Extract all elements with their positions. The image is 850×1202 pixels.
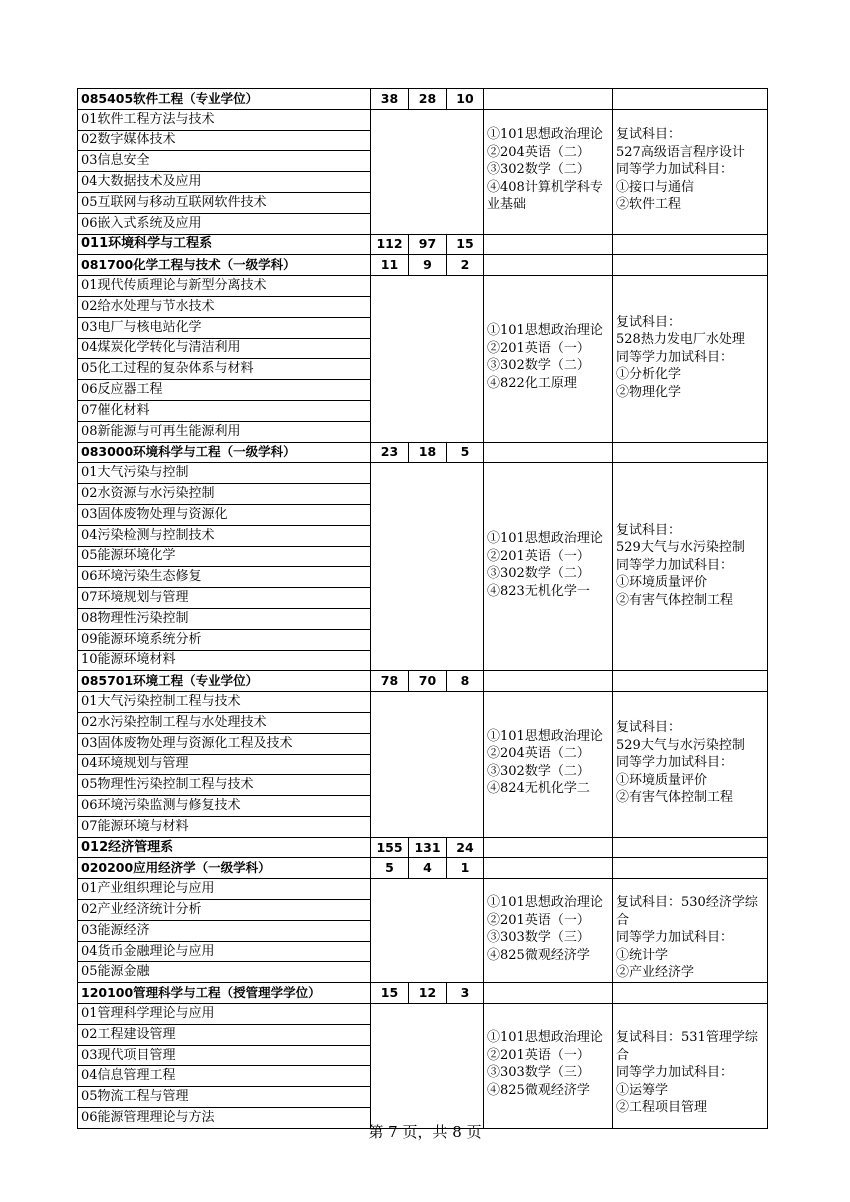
major-row — [78, 983, 768, 1004]
retest-empty — [613, 255, 768, 276]
research-direction: 04信息管理工程 — [78, 1066, 371, 1087]
research-direction: 08物理性污染控制 — [78, 608, 371, 629]
research-direction: 06环境污染生态修复 — [78, 567, 371, 588]
count-a: 97 — [409, 234, 447, 255]
total-count: 15 — [371, 983, 409, 1004]
research-direction: 01大气污染控制工程与技术 — [78, 692, 371, 713]
count-b: 5 — [447, 442, 484, 463]
direction-row — [78, 1004, 768, 1025]
retest-subject: 复试科目： — [616, 127, 682, 143]
retest-subject: 同等学力加试科目： — [616, 162, 734, 178]
exam-empty — [484, 89, 613, 110]
research-direction: 02数字媒体技术 — [78, 130, 371, 151]
exam-subject: ②204英语（二） — [487, 746, 590, 762]
department-row — [78, 837, 768, 858]
count-blank — [371, 276, 484, 442]
research-direction: 04煤炭化学转化与清洁利用 — [78, 338, 371, 359]
total-count: 11 — [371, 255, 409, 276]
direction-row — [78, 109, 768, 130]
exam-subject: ③302数学（二） — [487, 566, 590, 582]
retest-subject: 复试科目：530经济学综合 — [616, 895, 758, 928]
unit-name: 083000环境科学与工程（一级学科） — [78, 442, 371, 463]
exam-empty — [484, 255, 613, 276]
major-row — [78, 442, 768, 463]
total-count: 155 — [371, 837, 409, 858]
exam-subject: ①101思想政治理论 — [487, 1030, 603, 1046]
exam-subject: ②201英语（一） — [487, 912, 590, 928]
retest-subject: ①分析化学 — [616, 367, 682, 383]
retest-subject: ①环境质量评价 — [616, 575, 708, 591]
research-direction: 02水资源与水污染控制 — [78, 484, 371, 505]
count-b: 8 — [447, 671, 484, 692]
retest-empty — [613, 442, 768, 463]
research-direction: 06嵌入式系统及应用 — [78, 213, 371, 234]
count-a: 18 — [409, 442, 447, 463]
retest-subject: ②产业经济学 — [616, 965, 695, 981]
exam-subject: ①101思想政治理论 — [487, 728, 603, 744]
exam-empty — [484, 858, 613, 879]
page-footer: 第 7 页，共 8 页 — [368, 1123, 482, 1141]
department-row — [78, 234, 768, 255]
exam-subject: 业基础 — [487, 197, 527, 213]
retest-subject: 同等学力加试科目： — [616, 349, 734, 365]
count-a: 4 — [409, 858, 447, 879]
retest-subjects — [613, 463, 768, 671]
research-direction: 05互联网与移动互联网软件技术 — [78, 192, 371, 213]
research-direction: 10能源环境材料 — [78, 650, 371, 671]
retest-subject: ②有害气体控制工程 — [616, 592, 734, 608]
retest-subject: 529大气与水污染控制 — [616, 737, 745, 753]
retest-subject: 529大气与水污染控制 — [616, 540, 745, 556]
unit-name: 012经济管理系 — [78, 837, 371, 858]
retest-subject: ①环境质量评价 — [616, 772, 708, 788]
exam-subjects — [484, 276, 613, 442]
exam-subject: ④825微观经济学 — [487, 947, 590, 963]
research-direction: 04环境规划与管理 — [78, 754, 371, 775]
retest-subject: 同等学力加试科目： — [616, 755, 734, 771]
retest-subjects — [613, 109, 768, 234]
research-direction: 05能源金融 — [78, 962, 371, 983]
retest-subjects — [613, 1004, 768, 1129]
exam-subject: ①101思想政治理论 — [487, 895, 603, 911]
exam-subject: ①101思想政治理论 — [487, 323, 603, 339]
research-direction: 07催化材料 — [78, 400, 371, 421]
retest-subject: ②软件工程 — [616, 197, 682, 213]
count-b: 3 — [447, 983, 484, 1004]
research-direction: 06能源管理理论与方法 — [78, 1108, 371, 1129]
count-a: 12 — [409, 983, 447, 1004]
retest-subject: ①接口与通信 — [616, 179, 695, 195]
total-count: 112 — [371, 234, 409, 255]
exam-subjects — [484, 1004, 613, 1129]
count-a: 28 — [409, 89, 447, 110]
major-row — [78, 671, 768, 692]
research-direction: 05物理性污染控制工程与技术 — [78, 775, 371, 796]
research-direction: 06环境污染监测与修复技术 — [78, 796, 371, 817]
unit-name: 081700化学工程与技术（一级学科） — [78, 255, 371, 276]
exam-subject: ②201英语（一） — [487, 548, 590, 564]
exam-subject: ④408计算机学科专 — [487, 179, 603, 195]
retest-empty — [613, 983, 768, 1004]
research-direction: 03信息安全 — [78, 151, 371, 172]
retest-subject: 同等学力加试科目： — [616, 930, 734, 946]
exam-subject: ①101思想政治理论 — [487, 531, 603, 547]
exam-empty — [484, 983, 613, 1004]
retest-subject: 复试科目： — [616, 314, 682, 330]
research-direction: 09能源环境系统分析 — [78, 629, 371, 650]
research-direction: 01软件工程方法与技术 — [78, 109, 371, 130]
count-a: 9 — [409, 255, 447, 276]
retest-subject: 同等学力加试科目： — [616, 1065, 734, 1081]
admissions-table — [77, 88, 768, 1129]
unit-name: 011环境科学与工程系 — [78, 234, 371, 255]
major-row — [78, 858, 768, 879]
research-direction: 04污染检测与控制技术 — [78, 525, 371, 546]
exam-subject: ③302数学（二） — [487, 358, 590, 374]
research-direction: 05物流工程与管理 — [78, 1087, 371, 1108]
research-direction: 02水污染控制工程与水处理技术 — [78, 712, 371, 733]
count-b: 2 — [447, 255, 484, 276]
exam-subject: ④823无机化学一 — [487, 583, 590, 599]
research-direction: 03固体废物处理与资源化工程及技术 — [78, 733, 371, 754]
count-blank — [371, 692, 484, 838]
retest-empty — [613, 234, 768, 255]
count-blank — [371, 1004, 484, 1129]
exam-empty — [484, 671, 613, 692]
count-b: 24 — [447, 837, 484, 858]
research-direction: 07环境规划与管理 — [78, 588, 371, 609]
count-a: 131 — [409, 837, 447, 858]
research-direction: 03现代项目管理 — [78, 1045, 371, 1066]
exam-subject: ④824无机化学二 — [487, 781, 590, 797]
exam-subject: ②201英语（一） — [487, 1047, 590, 1063]
retest-empty — [613, 858, 768, 879]
exam-empty — [484, 234, 613, 255]
exam-subject: ③303数学（三） — [487, 930, 590, 946]
exam-subjects — [484, 463, 613, 671]
retest-empty — [613, 671, 768, 692]
count-blank — [371, 109, 484, 234]
retest-subject: 同等学力加试科目： — [616, 557, 734, 573]
unit-name: 020200应用经济学（一级学科） — [78, 858, 371, 879]
retest-subject: 528热力发电厂水处理 — [616, 332, 745, 348]
exam-subject: ④825微观经济学 — [487, 1082, 590, 1098]
exam-subject: ④822化工原理 — [487, 375, 577, 391]
unit-name: 085405软件工程（专业学位） — [78, 89, 371, 110]
exam-subject: ②204英语（二） — [487, 144, 590, 160]
retest-subject: ①运筹学 — [616, 1082, 669, 1098]
research-direction: 02给水处理与节水技术 — [78, 296, 371, 317]
total-count: 23 — [371, 442, 409, 463]
total-count: 78 — [371, 671, 409, 692]
exam-empty — [484, 837, 613, 858]
research-direction: 06反应器工程 — [78, 380, 371, 401]
count-blank — [371, 879, 484, 983]
exam-empty — [484, 442, 613, 463]
research-direction: 08新能源与可再生能源利用 — [78, 421, 371, 442]
retest-subject: 复试科目： — [616, 720, 682, 736]
research-direction: 05能源环境化学 — [78, 546, 371, 567]
retest-subject: 复试科目： — [616, 522, 682, 538]
count-b: 10 — [447, 89, 484, 110]
retest-empty — [613, 837, 768, 858]
exam-subject: ③303数学（三） — [487, 1065, 590, 1081]
direction-row — [78, 879, 768, 900]
exam-subject: ③302数学（二） — [487, 763, 590, 779]
research-direction: 07能源环境与材料 — [78, 816, 371, 837]
research-direction: 03能源经济 — [78, 920, 371, 941]
exam-subject: ①101思想政治理论 — [487, 127, 603, 143]
retest-subjects — [613, 276, 768, 442]
direction-row — [78, 463, 768, 484]
retest-subject: 527高级语言程序设计 — [616, 144, 745, 160]
exam-subject: ②201英语（一） — [487, 340, 590, 356]
exam-subjects — [484, 692, 613, 838]
count-blank — [371, 463, 484, 671]
retest-subject: ②有害气体控制工程 — [616, 790, 734, 806]
research-direction: 03电厂与核电站化学 — [78, 317, 371, 338]
count-a: 70 — [409, 671, 447, 692]
retest-empty — [613, 89, 768, 110]
research-direction: 01产业组织理论与应用 — [78, 879, 371, 900]
direction-row — [78, 692, 768, 713]
retest-subject: ②工程项目管理 — [616, 1100, 708, 1116]
retest-subjects — [613, 692, 768, 838]
exam-subject: ③302数学（二） — [487, 162, 590, 178]
research-direction: 01现代传质理论与新型分离技术 — [78, 276, 371, 297]
research-direction: 05化工过程的复杂体系与材料 — [78, 359, 371, 380]
research-direction: 02工程建设管理 — [78, 1024, 371, 1045]
total-count: 5 — [371, 858, 409, 879]
major-row — [78, 255, 768, 276]
exam-subjects — [484, 109, 613, 234]
exam-subjects — [484, 879, 613, 983]
research-direction: 01管理科学理论与应用 — [78, 1004, 371, 1025]
direction-row — [78, 276, 768, 297]
research-direction: 04大数据技术及应用 — [78, 172, 371, 193]
unit-name: 120100管理科学与工程（授管理学学位） — [78, 983, 371, 1004]
research-direction: 03固体废物处理与资源化 — [78, 504, 371, 525]
unit-name: 085701环境工程（专业学位） — [78, 671, 371, 692]
major-row — [78, 89, 768, 110]
retest-subjects — [613, 879, 768, 983]
count-b: 15 — [447, 234, 484, 255]
count-b: 1 — [447, 858, 484, 879]
research-direction: 04货币金融理论与应用 — [78, 941, 371, 962]
total-count: 38 — [371, 89, 409, 110]
retest-subject: ①统计学 — [616, 947, 669, 963]
research-direction: 02产业经济统计分析 — [78, 900, 371, 921]
retest-subject: 复试科目：531管理学综合 — [616, 1030, 758, 1063]
retest-subject: ②物理化学 — [616, 384, 682, 400]
research-direction: 01大气污染与控制 — [78, 463, 371, 484]
